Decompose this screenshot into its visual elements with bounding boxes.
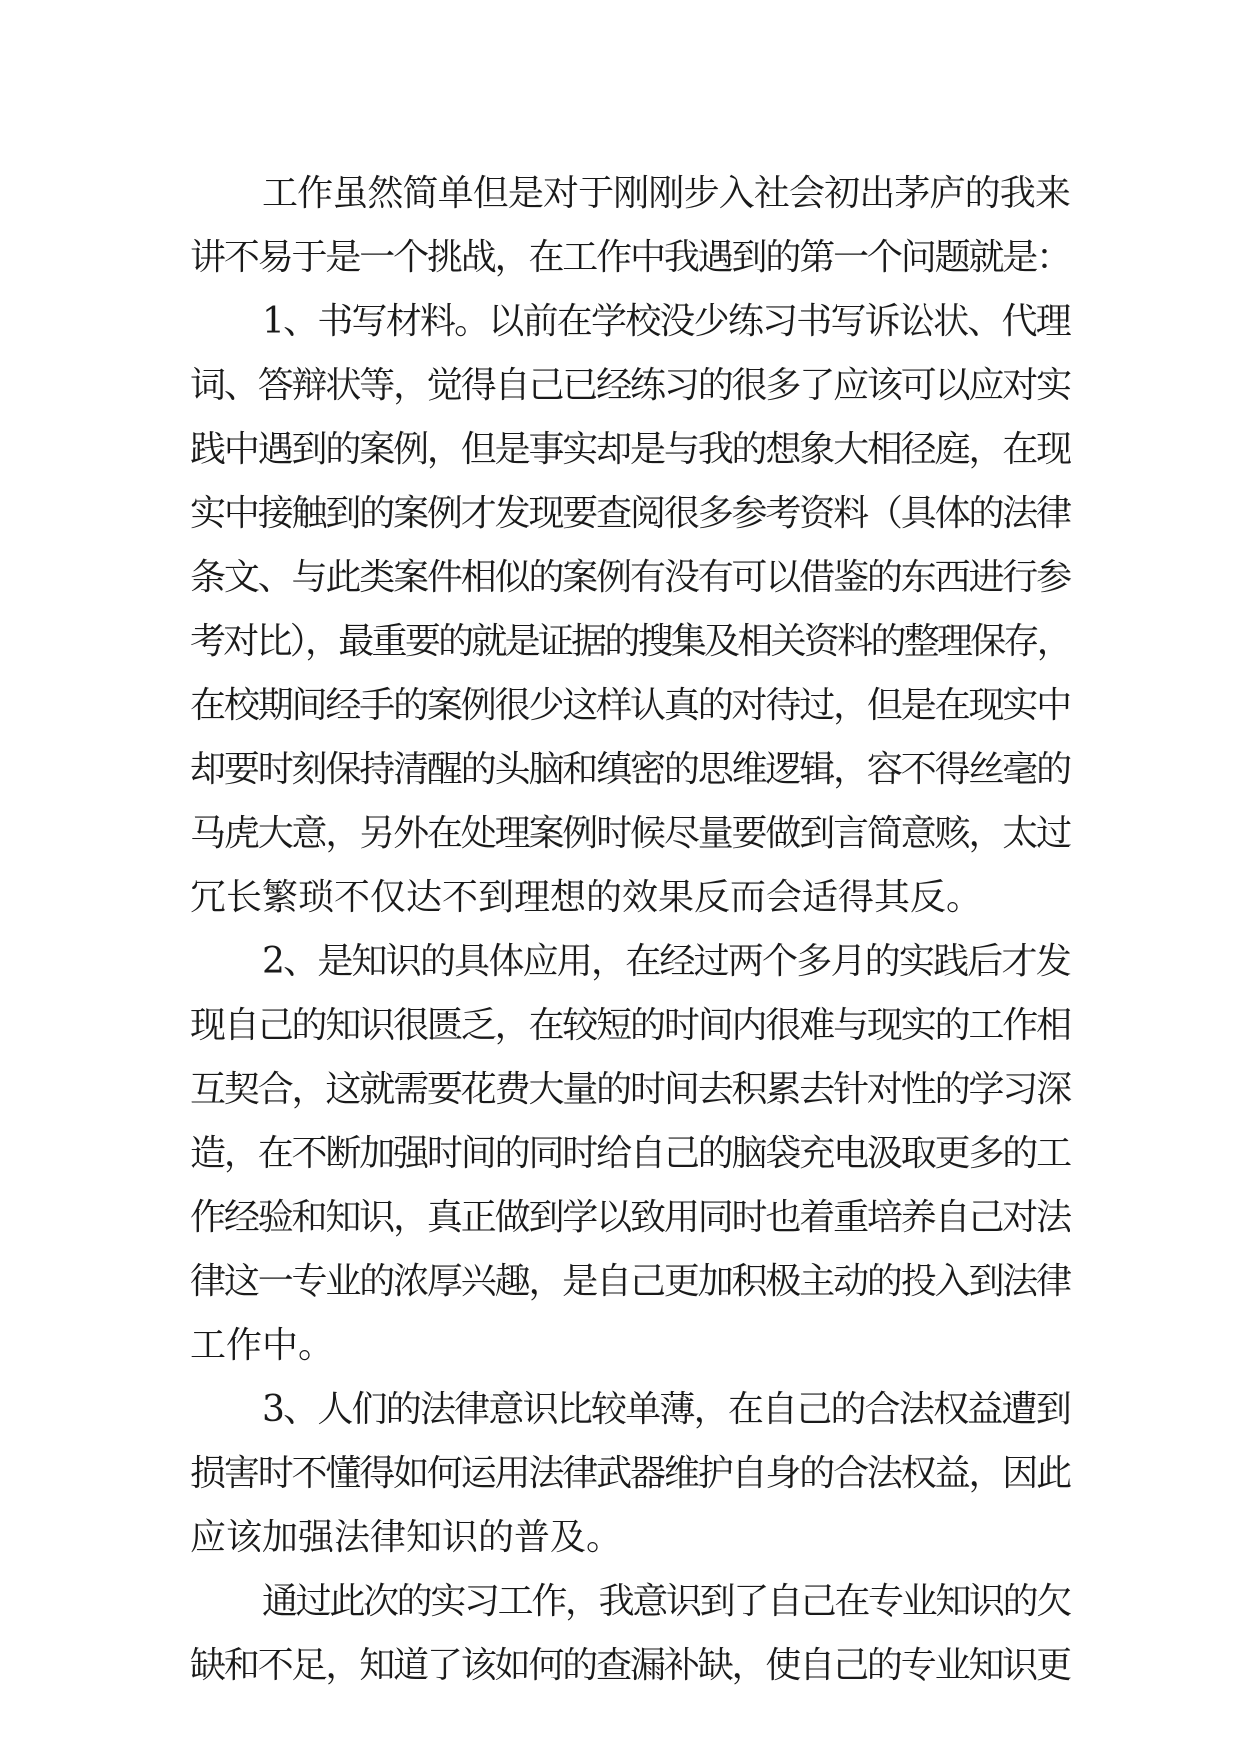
paragraph-point-1 [190,290,1070,930]
text-line: 实中接触到的案例才发现要查阅很多参考资料（具体的法律 [190,493,1071,534]
text-line: 造，在不断加强时间的同时给自己的脑袋充电汲取更多的工 [190,1133,1071,1174]
text-line: 践中遇到的案例，但是事实却是与我的想象大相径庭，在现 [190,429,1071,470]
text-line: 工作中。 [190,1325,335,1366]
text-line: 缺和不足，知道了该如何的查漏补缺，使自己的专业知识更 [190,1645,1071,1686]
text-line: 讲不易于是一个挑战，在工作中我遇到的第一个问题就是： [190,237,1071,278]
text-line: 1、书写材料。以前在学校没少练习书写诉讼状、代理 [262,301,1070,342]
text-line: 工作虽然简单但是对于刚刚步入社会初出茅庐的我来 [262,173,1071,214]
text-line: 条文、与此类案件相似的案例有没有可以借鉴的东西进行参 [190,557,1071,598]
text-line: 律这一专业的浓厚兴趣，是自己更加积极主动的投入到法律 [190,1261,1071,1302]
text-line: 考对比），最重要的就是证据的搜集及相关资料的整理保存， [190,621,1071,662]
text-line: 词、答辩状等，觉得自己已经练习的很多了应该可以应对实 [190,365,1071,406]
text-line: 作经验和知识，真正做到学以致用同时也着重培养自己对法 [190,1197,1071,1238]
text-line: 通过此次的实习工作，我意识到了自己在专业知识的欠 [262,1581,1071,1622]
document-body [190,162,1070,1698]
text-line: 3、人们的法律意识比较单薄，在自己的合法权益遭到 [262,1389,1070,1430]
text-line: 冗长繁琐不仅达不到理想的效果反而会适得其反。 [190,877,983,918]
paragraph-point-3 [190,1378,1070,1570]
text-line: 损害时不懂得如何运用法律武器维护自身的合法权益，因此 [190,1453,1071,1494]
paragraph-point-2 [190,930,1070,1378]
text-line: 现自己的知识很匮乏，在较短的时间内很难与现实的工作相 [190,1005,1071,1046]
text-line: 在校期间经手的案例很少这样认真的对待过，但是在现实中 [190,685,1071,726]
paragraph-conclusion [190,1570,1070,1698]
text-line: 应该加强法律知识的普及。 [190,1517,623,1558]
text-line: 却要时刻保持清醒的头脑和缜密的思维逻辑，容不得丝毫的 [190,749,1071,790]
text-line: 互契合，这就需要花费大量的时间去积累去针对性的学习深 [190,1069,1071,1110]
text-line: 2、是知识的具体应用，在经过两个多月的实践后才发 [262,941,1070,982]
paragraph-intro [190,162,1070,290]
text-line: 马虎大意，另外在处理案例时候尽量要做到言简意赅，太过 [190,813,1071,854]
